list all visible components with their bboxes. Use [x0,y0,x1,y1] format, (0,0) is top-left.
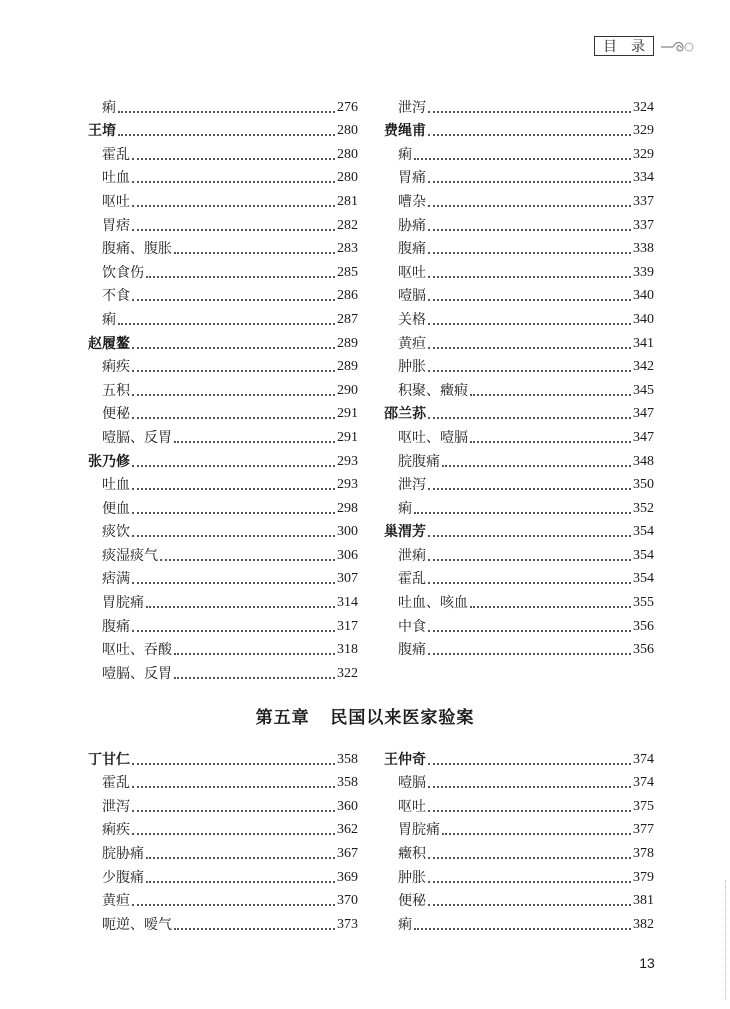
toc-entry[interactable] [88,863,358,887]
toc-entry-title: 胃痞 [102,217,130,234]
toc-entry[interactable] [384,353,654,377]
leader-dots [118,134,335,136]
toc-entry-page: 370 [337,893,358,909]
toc-entry-page: 329 [633,146,654,162]
toc-entry[interactable] [384,494,654,518]
toc-column-bottom-right [384,745,654,934]
toc-entry-page: 381 [633,893,654,909]
toc-entry[interactable] [88,494,358,518]
leader-dots [428,181,631,183]
toc-entry[interactable] [88,792,358,816]
leader-dots [414,158,631,160]
toc-entry-title: 癥积 [398,845,426,862]
toc-entry[interactable] [88,423,358,447]
toc-entry-title: 便血 [102,500,130,517]
leader-dots [428,299,631,301]
toc-column-bottom-left [88,745,358,934]
toc-entry-page: 285 [337,264,358,280]
toc-entry[interactable] [88,282,358,306]
leader-dots [132,488,335,490]
leader-dots [132,786,335,788]
toc-entry-title: 噎膈 [398,288,426,305]
leader-dots [428,205,631,207]
toc-entry-page: 358 [337,775,358,791]
toc-entry-title: 邵兰荪 [384,406,426,423]
toc-entry-title: 呕吐 [398,798,426,815]
leader-dots [132,417,335,419]
toc-entry[interactable] [384,164,654,188]
leader-dots [442,465,631,467]
toc-entry-page: 317 [337,618,358,634]
toc-entry-title: 肿胀 [398,359,426,376]
leader-dots [132,370,335,372]
leader-dots [414,928,631,930]
toc-entry[interactable] [88,305,358,329]
leader-dots [146,857,335,859]
leader-dots [132,582,335,584]
toc-entry[interactable] [88,887,358,911]
toc-entry-page: 291 [337,429,358,445]
leader-dots [132,394,335,396]
toc-entry-page: 291 [337,406,358,422]
toc-entry-title: 泄泻 [398,477,426,494]
toc-entry[interactable] [88,235,358,259]
leader-dots [428,252,631,254]
toc-entry-title: 痢疾 [102,359,130,376]
leader-dots [146,606,335,608]
leader-dots [428,786,631,788]
leader-dots [132,347,335,349]
toc-entry-title: 脘胁痛 [102,845,144,862]
leader-dots [132,229,335,231]
toc-entry-title: 泄痢 [398,547,426,564]
toc-entry-page: 356 [633,642,654,658]
toc-column-top-right [384,93,654,659]
toc-entry[interactable] [384,636,654,660]
toc-entry-page: 358 [337,751,358,767]
toc-entry-physician[interactable] [384,518,654,542]
toc-entry-title: 痢 [398,916,412,933]
toc-entry[interactable] [384,376,654,400]
toc-entry-title: 噎膈、反胃 [102,665,172,682]
toc-entry-title: 胁痛 [398,217,426,234]
toc-entry-title: 痰湿痰气 [102,547,158,564]
toc-entry[interactable] [88,353,358,377]
toc-entry-page: 347 [633,429,654,445]
leader-dots [470,394,631,396]
toc-column-top-left [88,93,358,683]
toc-entry-title: 吐血 [102,170,130,187]
toc-entry-title: 黄疸 [102,893,130,910]
toc-entry-title: 痢 [102,311,116,328]
toc-entry-title: 痢 [398,500,412,517]
toc-entry-page: 283 [337,241,358,257]
toc-entry[interactable] [88,910,358,934]
toc-entry-title: 腹痛 [398,241,426,258]
toc-entry[interactable] [384,93,654,117]
toc-entry[interactable] [384,187,654,211]
toc-entry-page: 289 [337,335,358,351]
chapter-heading [0,703,730,728]
toc-entry-title: 噎膈 [398,775,426,792]
toc-entry-title: 腹痛 [102,618,130,635]
toc-entry-title: 王堉 [88,123,116,140]
toc-entry-page: 373 [337,916,358,932]
toc-entry[interactable] [384,282,654,306]
toc-entry-page: 337 [633,193,654,209]
toc-entry-page: 356 [633,618,654,634]
toc-entry-title: 巢渭芳 [384,524,426,541]
toc-entry-title: 脘腹痛 [398,453,440,470]
toc-entry-page: 341 [633,335,654,351]
toc-entry[interactable] [384,588,654,612]
leader-dots [132,763,335,765]
leader-dots [428,904,631,906]
toc-entry-title: 霍乱 [398,571,426,588]
toc-entry[interactable] [384,329,654,353]
toc-entry-page: 338 [633,241,654,257]
toc-entry[interactable] [88,164,358,188]
toc-entry-page: 340 [633,288,654,304]
leader-dots [132,810,335,812]
toc-entry-title: 饮食伤 [102,264,144,281]
toc-entry-page: 374 [633,751,654,767]
toc-entry-page: 362 [337,822,358,838]
toc-entry-page: 342 [633,359,654,375]
toc-entry[interactable] [88,140,358,164]
toc-entry[interactable] [88,565,358,589]
toc-entry-page: 339 [633,264,654,280]
leader-dots [470,606,631,608]
toc-entry-page: 287 [337,311,358,327]
toc-entry[interactable] [384,910,654,934]
leader-dots [174,252,335,254]
toc-entry-title: 胃脘痛 [398,822,440,839]
leader-dots [146,276,335,278]
leader-dots [428,488,631,490]
toc-entry-title: 少腹痛 [102,869,144,886]
leader-dots [132,535,335,537]
toc-entry-title: 呕吐 [398,264,426,281]
toc-entry[interactable] [88,211,358,235]
scroll-ornament-icon [659,39,699,55]
toc-entry-title: 霍乱 [102,775,130,792]
toc-entry-page: 350 [633,477,654,493]
toc-entry-page: 337 [633,217,654,233]
leader-dots [428,763,631,765]
leader-dots [428,559,631,561]
toc-entry-page: 307 [337,571,358,587]
leader-dots [428,323,631,325]
toc-entry-title: 泄泻 [102,798,130,815]
leader-dots [132,833,335,835]
toc-entry-page: 293 [337,477,358,493]
toc-entry-page: 280 [337,170,358,186]
toc-entry-title: 积聚、癥瘕 [398,382,468,399]
toc-entry-page: 354 [633,547,654,563]
leader-dots [132,158,335,160]
toc-entry[interactable] [384,258,654,282]
toc-entry-title: 噎膈、反胃 [102,429,172,446]
chapter-number: 第五章 [255,708,310,728]
toc-entry-title: 痞满 [102,571,130,588]
toc-entry-title: 痢疾 [102,822,130,839]
toc-entry-title: 张乃修 [88,453,130,470]
leader-dots [174,441,335,443]
leader-dots [428,229,631,231]
toc-entry-title: 胃脘痛 [102,595,144,612]
toc-entry-page: 355 [633,595,654,611]
toc-entry-page: 293 [337,453,358,469]
toc-entry-title: 嘈杂 [398,193,426,210]
toc-entry-title: 霍乱 [102,146,130,163]
toc-entry-page: 334 [633,170,654,186]
chapter-title: 民国以来医家验案 [330,708,475,728]
toc-entry-page: 318 [337,642,358,658]
leader-dots [442,833,631,835]
toc-entry[interactable] [384,211,654,235]
leader-dots [428,134,631,136]
leader-dots [118,111,335,113]
toc-entry[interactable] [384,887,654,911]
toc-entry-title: 痢 [102,99,116,116]
header-char-1: 目 [603,39,617,55]
toc-entry[interactable] [384,839,654,863]
leader-dots [428,653,631,655]
toc-entry-title: 王仲奇 [384,751,426,768]
toc-entry-title: 吐血、咳血 [398,595,468,612]
leader-dots [132,904,335,906]
toc-entry-page: 314 [337,595,358,611]
toc-entry[interactable] [88,816,358,840]
toc-entry-physician[interactable] [384,400,654,424]
toc-entry-title: 呕吐、吞酸 [102,642,172,659]
toc-entry-page: 281 [337,193,358,209]
toc-entry-title: 胃痛 [398,170,426,187]
running-header [594,36,654,56]
toc-entry-title: 肿胀 [398,869,426,886]
leader-dots [428,111,631,113]
toc-entry[interactable] [384,612,654,636]
toc-entry-page: 375 [633,798,654,814]
toc-entry[interactable] [88,612,358,636]
toc-entry-title: 赵履鳌 [88,335,130,352]
leader-dots [428,535,631,537]
toc-entry-title: 五积 [102,382,130,399]
toc-entry[interactable] [88,518,358,542]
toc-entry[interactable] [88,588,358,612]
leader-dots [146,881,335,883]
toc-entry-title: 便秘 [398,893,426,910]
toc-entry-page: 377 [633,822,654,838]
toc-entry-physician[interactable] [88,329,358,353]
toc-entry-page: 369 [337,869,358,885]
toc-entry-page: 276 [337,99,358,115]
leader-dots [132,465,335,467]
leader-dots [428,370,631,372]
leader-dots [132,299,335,301]
toc-entry-title: 泄泻 [398,99,426,116]
toc-entry[interactable] [88,258,358,282]
toc-entry-title: 费绳甫 [384,123,426,140]
toc-entry-page: 352 [633,500,654,516]
leader-dots [428,881,631,883]
toc-entry-title: 腹痛、腹胀 [102,241,172,258]
toc-entry[interactable] [88,659,358,683]
toc-entry[interactable] [88,187,358,211]
toc-entry[interactable] [384,863,654,887]
leader-dots [428,417,631,419]
toc-entry[interactable] [384,471,654,495]
toc-entry[interactable] [88,93,358,117]
leader-dots [428,857,631,859]
leader-dots [470,441,631,443]
toc-entry-page: 286 [337,288,358,304]
toc-entry-page: 347 [633,406,654,422]
toc-entry-page: 382 [633,916,654,932]
toc-entry-title: 不食 [102,288,130,305]
toc-entry[interactable] [384,792,654,816]
toc-entry-page: 289 [337,359,358,375]
toc-entry-title: 呕吐 [102,193,130,210]
toc-entry-physician[interactable] [88,117,358,141]
toc-entry-title: 关格 [398,311,426,328]
toc-entry-page: 306 [337,547,358,563]
toc-entry-title: 吐血 [102,477,130,494]
leader-dots [428,810,631,812]
leader-dots [160,559,335,561]
toc-entry[interactable] [384,235,654,259]
toc-entry-page: 374 [633,775,654,791]
toc-entry-page: 345 [633,382,654,398]
leader-dots [132,630,335,632]
leader-dots [174,653,335,655]
leader-dots [174,677,335,679]
toc-entry-page: 322 [337,665,358,681]
leader-dots [118,323,335,325]
toc-entry[interactable] [88,400,358,424]
toc-entry-physician[interactable] [384,117,654,141]
toc-entry-page: 360 [337,798,358,814]
toc-entry-page: 354 [633,571,654,587]
leader-dots [428,630,631,632]
leader-dots [174,928,335,930]
toc-entry-page: 378 [633,845,654,861]
toc-entry-page: 300 [337,524,358,540]
toc-entry-title: 便秘 [102,406,130,423]
toc-entry-page: 290 [337,382,358,398]
toc-entry[interactable] [88,541,358,565]
toc-entry[interactable] [384,423,654,447]
toc-entry-title: 痢 [398,146,412,163]
toc-entry[interactable] [384,565,654,589]
toc-entry[interactable] [384,769,654,793]
header-char-2: 录 [631,39,645,55]
page-edge-decoration [722,880,726,1000]
toc-entry-page: 340 [633,311,654,327]
toc-entry-physician[interactable] [88,745,358,769]
page-number: 13 [639,955,655,971]
toc-entry-page: 282 [337,217,358,233]
toc-entry-title: 呕吐、噎膈 [398,429,468,446]
toc-entry[interactable] [88,636,358,660]
toc-entry[interactable] [88,471,358,495]
toc-entry[interactable] [384,140,654,164]
toc-entry-page: 280 [337,146,358,162]
toc-entry-page: 329 [633,123,654,139]
toc-entry[interactable] [384,816,654,840]
leader-dots [428,582,631,584]
toc-entry[interactable] [384,305,654,329]
toc-entry-title: 痰饮 [102,524,130,541]
toc-entry-page: 367 [337,845,358,861]
leader-dots [132,205,335,207]
toc-entry-physician[interactable] [384,745,654,769]
leader-dots [428,276,631,278]
leader-dots [132,181,335,183]
leader-dots [132,512,335,514]
toc-entry-title: 黄疸 [398,335,426,352]
toc-entry-page: 348 [633,453,654,469]
toc-entry[interactable] [88,839,358,863]
toc-entry-page: 280 [337,123,358,139]
toc-entry-title: 腹痛 [398,642,426,659]
toc-entry[interactable] [384,447,654,471]
leader-dots [428,347,631,349]
toc-entry-page: 324 [633,99,654,115]
toc-entry-title: 中食 [398,618,426,635]
toc-entry[interactable] [384,541,654,565]
toc-entry-physician[interactable] [88,447,358,471]
leader-dots [414,512,631,514]
toc-entry-title: 呃逆、嗳气 [102,916,172,933]
toc-entry-page: 298 [337,500,358,516]
toc-entry-page: 379 [633,869,654,885]
toc-entry-title: 丁甘仁 [88,751,130,768]
toc-entry-page: 354 [633,524,654,540]
toc-entry[interactable] [88,376,358,400]
toc-entry[interactable] [88,769,358,793]
